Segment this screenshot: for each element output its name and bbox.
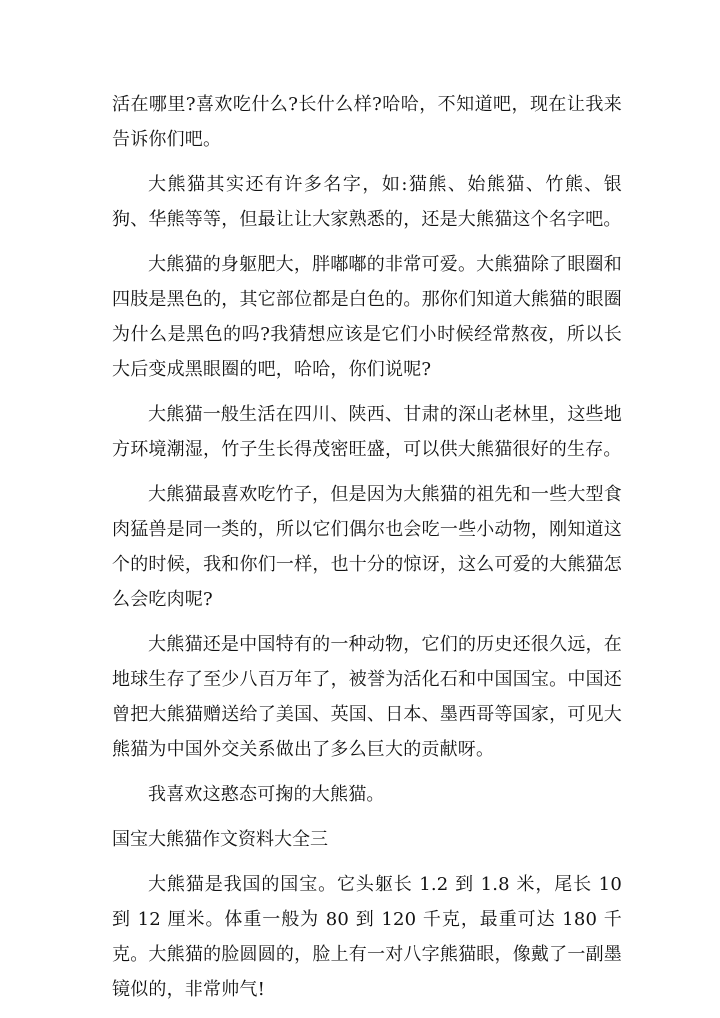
paragraph-habitat: 大熊猫一般生活在四川、陕西、甘肃的深山老林里，这些地方环境潮湿，竹子生长得茂密旺盛，可以供大熊猫很好的生存。 — [112, 404, 622, 460]
paragraph-history: 大熊猫还是中国特有的一种动物，它们的历史还很久远，在地球生存了至少八百万年了，被誉为活化石和中国国宝。中国还曾把大熊猫赠送给了美国、英国、日本、墨西哥等国家，可见大熊猫为中国外交关系做出了多么巨大的贡献呀。 — [112, 634, 622, 760]
document-body — [112, 87, 622, 1017]
paragraph-conclusion: 我喜欢这憨态可掬的大熊猫。 — [148, 784, 385, 805]
paragraph-continuation: 活在哪里?喜欢吃什么?长什么样?哈哈，不知道吧，现在让我来告诉你们吧。 — [112, 94, 622, 150]
paragraph-names: 大熊猫其实还有许多名字，如:猫熊、始熊猫、竹熊、银狗、华熊等等，但最让让大家熟悉的，还是大熊猫这个名字吧。 — [112, 174, 622, 230]
paragraph-diet: 大熊猫最喜欢吃竹子，但是因为大熊猫的祖先和一些大型食肉猛兽是同一类的，所以它们偶尔也会吃一些小动物，刚知道这个的时候，我和你们一样，也十分的惊讶，这么可爱的大熊猫怎么会吃肉呢? — [112, 484, 622, 610]
section-heading: 国宝大熊猫作文资料大全三 — [112, 829, 328, 850]
paragraph-section-three-intro: 大熊猫是我国的国宝。它头躯长 1.2 到 1.8 米，尾长 10 到 12 厘米。体重一般为 80 到 120 千克，最重可达 180 千克。大熊猫的脸圆圆的，脸上有一对八字熊猫眼，像戴了一副墨镜似的，非常帅气! — [112, 874, 622, 1000]
paragraph-appearance: 大熊猫的身躯肥大，胖嘟嘟的非常可爱。大熊猫除了眼圈和四肢是黑色的，其它部位都是白色的。那你们知道大熊猫的眼圈为什么是黑色的吗?我猜想应该是它们小时候经常熬夜，所以长大后变成黑眼圈的吧，哈哈，你们说呢? — [112, 254, 622, 380]
